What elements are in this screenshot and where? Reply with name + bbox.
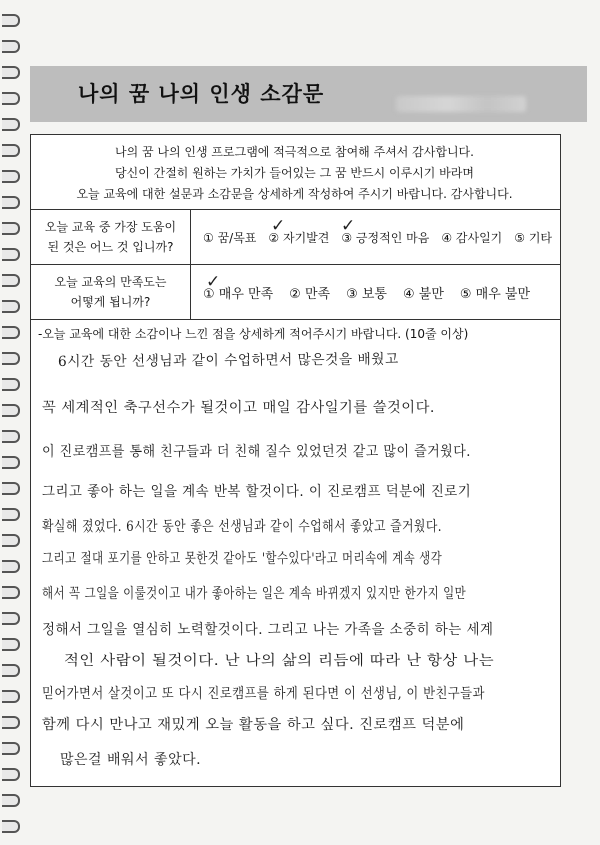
option-positive-mind[interactable]: ③ 긍정적인 마음: [341, 230, 430, 245]
options-list: [203, 210, 552, 264]
question-label-line: 어떻게 됩니까?: [70, 295, 151, 309]
option-dissatisfied[interactable]: ④ 불만: [402, 286, 444, 302]
handwritten-line: 꼭 세계적인 축구선수가 될것이고 매일 감사일기를 쓸것이다.: [42, 400, 435, 416]
spiral-binding: [0, 0, 22, 845]
question-label-line: 된 것은 어느 것 입니까?: [47, 240, 174, 254]
question-label-line: 오늘 교육 중 가장 도움이: [44, 220, 177, 234]
option-very-satisfied[interactable]: ① 매우 만족: [203, 286, 274, 302]
handwritten-line: 믿어가면서 살것이고 또 다시 진로캠프를 하게 된다면 이 선생님, 이 반친구들과: [42, 686, 485, 702]
option-satisfied[interactable]: ② 만족: [289, 286, 331, 302]
option-very-dissatisfied[interactable]: ⑤ 매우 불만: [459, 286, 531, 302]
question-row-satisfaction: [30, 264, 561, 320]
options-list: [203, 265, 530, 319]
handwritten-line: 그리고 좋아 하는 일을 계속 반복 할것이다. 이 진로캠프 덕분에 진로기: [42, 484, 472, 500]
question-row-helpful: [30, 209, 561, 265]
question-label: [31, 210, 191, 264]
page-title: 나의 꿈 나의 인생 소감문: [78, 82, 325, 106]
answer-prompt: -오늘 교육에 대한 소감이나 느낀 점을 상세하게 적어주시기 바랍니다. (10줄 이상): [38, 327, 469, 341]
intro-line: 나의 꿈 나의 인생 프로그램에 적극적으로 참여해 주셔서 감사합니다.: [115, 145, 474, 159]
option-neutral[interactable]: ③ 보통: [346, 286, 387, 302]
option-dream-goal[interactable]: ① 꿈/목표: [203, 230, 257, 245]
handwritten-line: 함께 다시 만나고 재밌게 오늘 활동을 하고 싶다. 진로캠프 덕분에: [42, 717, 465, 733]
question-label-line: 오늘 교육의 만족도는: [54, 275, 167, 289]
handwritten-line: 그리고 절대 포기를 안하고 못한것 같아도 '할수있다'라고 머리속에 계속 생각: [42, 551, 443, 567]
handwritten-line: 적인 사람이 될것이다. 난 나의 삶의 리듬에 따라 난 항상 나는: [64, 653, 495, 669]
handwritten-line: 이 진로캠프를 통해 친구들과 더 친해 질수 있었던것 같고 많이 즐거웠다.: [42, 444, 471, 460]
handwritten-line: 6시간 동안 선생님과 같이 수업하면서 많은것을 배웠고: [57, 351, 399, 370]
intro-line: 오늘 교육에 대한 설문과 소감문을 상세하게 작성하여 주시기 바랍니다. 감사합니다.: [76, 187, 513, 201]
handwritten-line: 해서 꼭 그일을 이룰것이고 내가 좋아하는 일은 계속 바뀌겠지 있지만 한가지 일만: [42, 586, 467, 602]
handwritten-line: 많은걸 배워서 좋았다.: [60, 752, 202, 768]
question-label: [31, 265, 191, 319]
checkmark-icon: ✓: [206, 272, 221, 292]
option-other[interactable]: ⑤ 기타: [514, 230, 553, 245]
option-gratitude-diary[interactable]: ④ 감사일기: [441, 230, 503, 245]
blurred-name-field: [396, 96, 526, 112]
checkmark-icon: ✓: [341, 216, 356, 236]
checkmark-icon: ✓: [271, 216, 286, 236]
intro-text: [30, 142, 559, 205]
intro-line: 당신이 간절히 원하는 가치가 들어있는 그 꿈 반드시 이루시기 바라며: [115, 166, 474, 180]
handwritten-line: 확실해 졌었다. 6시간 동안 좋은 선생님과 같이 수업해서 좋았고 즐거웠다.: [42, 519, 442, 535]
handwritten-line: 정해서 그일을 열심히 노력할것이다. 그리고 나는 가족을 소중히 하는 세계: [42, 622, 494, 638]
option-self-discovery[interactable]: ② 자기발견: [268, 230, 330, 245]
